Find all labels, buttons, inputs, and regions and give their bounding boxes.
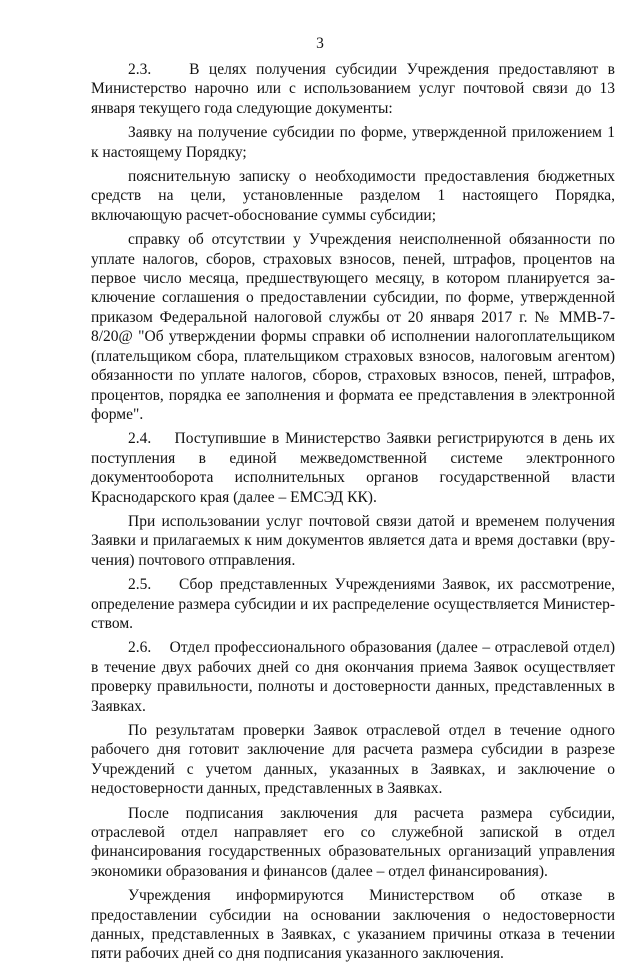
paragraph-2-4: 2.4. Поступившие в Министерство Заявки регистрируются в день их поступления в единой межведомственной системе электронного документооборота исполнительных органов государственной власти Краснодарского края (далее – ЕМСЭД КК). [91,430,615,506]
paragraph-after-signing: После подписания заключения для расчета размера субсидии, отраслевой отдел направляет его со служебной запиской в отдел финансирования государственных образовательных организаций управления экономики образования и финансов (далее – отдел финансирования). [91,804,615,880]
paragraph-2-3: 2.3. В целях получения субсидии Учреждения предоставляют в Министерство нарочно или с использованием услуг почтовой связи до 13 января текущего года следующие документы: [91,61,615,117]
page-number: 3 [316,35,324,52]
list-item-application: Заявку на получение субсидии по форме, утвержденной приложением 1 к настоящему Порядку; [91,124,615,161]
document-body [91,60,615,964]
paragraph-refusal-notice: Учреждения информируются Министерством об отказе в предоставлении субсидии на основании заключения о недостоверности данных, представленных в Заявках, с указанием причины отказа в течении пяти рабочих дней со дня подписания указанного заключения. [91,887,615,963]
paragraph-2-5: 2.5. Сбор представленных Учреждениями Заявок, их рассмотрение, определение размера субсидии и их распределение осуществляется Министерством. [91,576,615,632]
paragraph-review-results: По результатам проверки Заявок отраслевой отдел в течение одного рабочего дня готовит заключение для расчета размера субсидии в разрезе Учреждений с учетом данных, указанных в Заявках, и заключение о недостоверности данных, представленных в Заявках. [91,722,615,798]
list-item-tax-certificate: справку об отсутствии у Учреждения неисполненной обязанности по уплате налогов, сборов, страховых взносов, пеней, штрафов, процентов на первое число месяца, предшествующего месяцу, в котором планируется заключение соглашения о предоставлении субсидии, по форме, утвержденной приказом Федеральной налоговой службы от 20 января 2017 г. № ММВ-7-8/20@ "Об утверждении формы справки об исполнении налогоплательщиком (плательщиком сбора, плательщиком страховых взносов, налоговым агентом) обязанности по уплате налогов, сборов, страховых взносов, пеней, штрафов, процентов, порядка ее заполнения и формата ее представления в электронной форме". [91,231,615,423]
paragraph-postal-delivery: При использовании услуг почтовой связи датой и временем получения Заявки и прилагаемых к ним документов является дата и время доставки (вручения) почтового отправления. [91,512,615,569]
list-item-explanatory-note: пояснительную записку о необходимости предоставления бюджетных средств на цели, установленные разделом 1 настоящего Порядка, включающую расчет-обоснование суммы субсидии; [91,168,615,224]
paragraph-2-6: 2.6. Отдел профессионального образования (далее – отраслевой отдел) в течение двух рабочих дней со дня окончания приема Заявок осуществляет проверку правильности, полноты и достоверности данных, представленных в Заявках. [91,639,615,715]
